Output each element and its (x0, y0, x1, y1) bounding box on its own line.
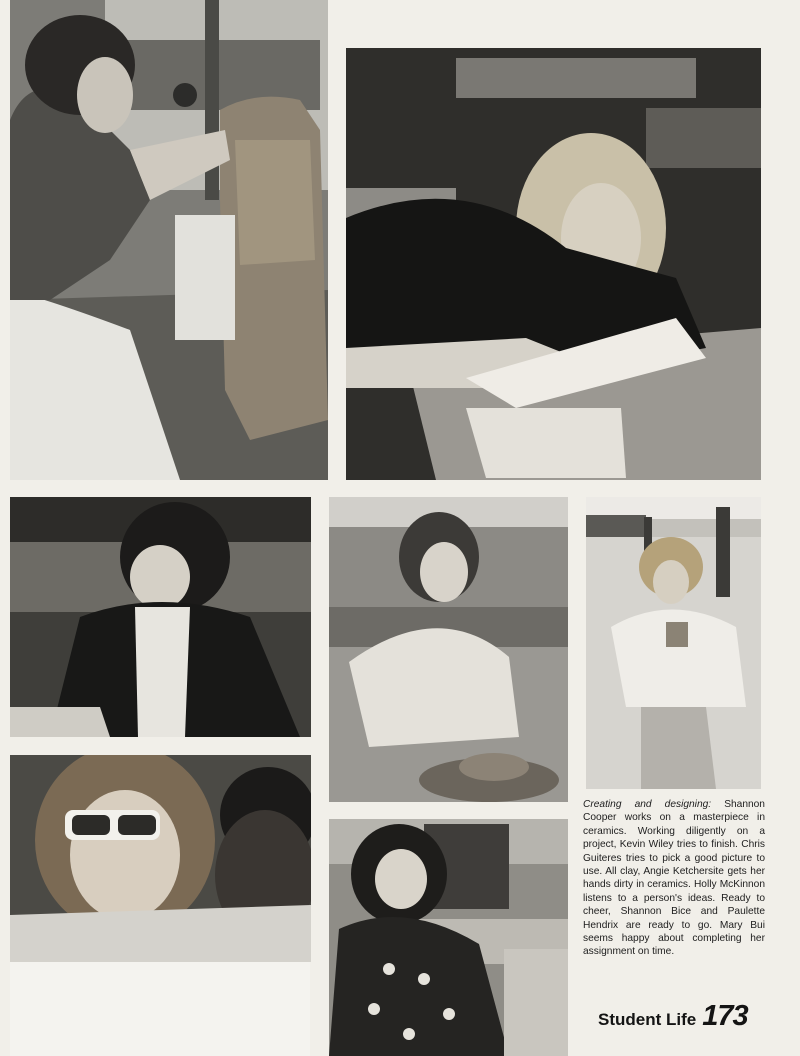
classroom-photo (329, 819, 568, 1056)
page-number: 173 (702, 1000, 748, 1032)
caption-body: Shannon Cooper works on a masterpiece in ceramics. Working diligently on a project, Kevin Wiley tries to finish. Chris Guiteres tries to pick a good picture to use. All clay, Angie Ketchersite gets her hands dirty in ceramics. Holly McKinnon listens to a person's ideas. Ready to cheer, Shannon Bice and Paulette Hendrix are ready to go. Mary Bui seems happy about completing her assignment on time. (583, 799, 765, 958)
courtyard-photo (586, 497, 761, 789)
ceramics-photo-image (329, 497, 568, 802)
courtyard-photo-image (586, 497, 761, 789)
jacket-photo (10, 497, 311, 737)
cheer-photo-image (10, 755, 311, 962)
photo-caption (583, 798, 765, 959)
section-title: Student Life (598, 1010, 697, 1029)
ceramics-photo (329, 497, 568, 802)
sculpture-photo (10, 0, 328, 480)
caption-lead: Creating and designing: (583, 799, 712, 810)
reading-photo-image (346, 48, 761, 480)
page-folio (598, 1000, 758, 1040)
cheer-photo (10, 755, 311, 962)
sculpture-photo-image (10, 0, 328, 480)
classroom-photo-image (329, 819, 568, 1056)
reading-photo (346, 48, 761, 480)
jacket-photo-image (10, 497, 311, 737)
page-margin-block (10, 962, 310, 1056)
